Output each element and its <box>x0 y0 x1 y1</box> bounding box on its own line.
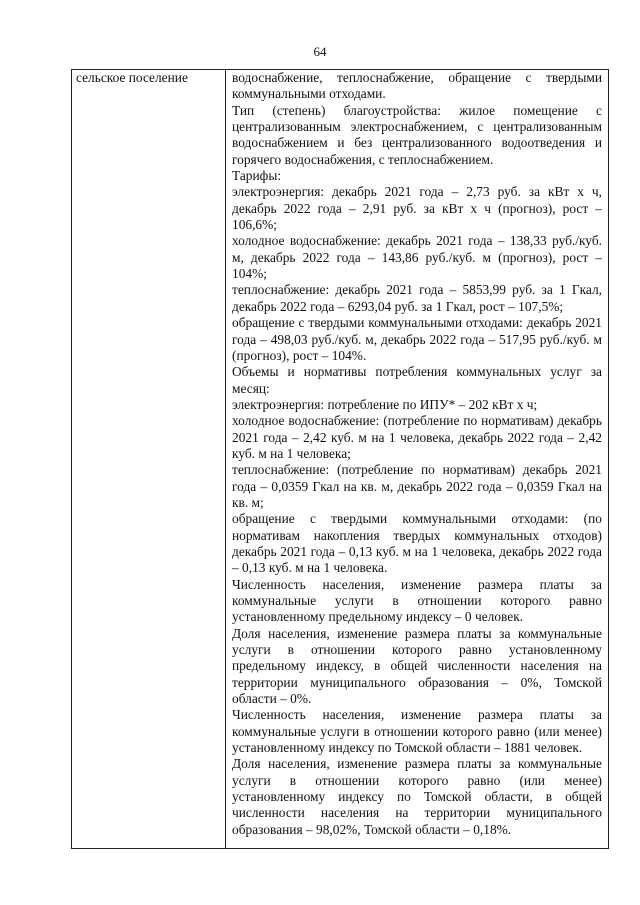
paragraph-tariff-electricity: электроэнергия: декабрь 2021 года – 2,73 руб. за кВт х ч, декабрь 2022 года – 2,91 руб. за кВт х ч (прогноз), рост – 106,6%; <box>232 184 602 233</box>
paragraph-population-regional-index: Численность населения, изменение размера платы за коммунальные услуги в отношении которого равно (или менее) установленному индексу по Томской области – 1881 человек. <box>232 707 602 756</box>
table-row <box>72 70 609 849</box>
paragraph-volume-cold-water: холодное водоснабжение: (потребление по нормативам) декабрь 2021 года – 2,42 куб. м на 1 человека, декабрь 2022 года – 2,42 куб. м на 1 человека; <box>232 413 602 461</box>
paragraph-volumes-heading: Объемы и нормативы потребления коммунальных услуг за месяц: <box>232 364 602 396</box>
paragraph-volume-electricity: электроэнергия: потребление по ИПУ* – 202 кВт х ч; <box>232 396 538 412</box>
paragraph-volume-heating: теплоснабжение: (потребление по нормативам) декабрь 2021 года – 0,0359 Гкал на кв. м, декабрь 2022 года – 0,0359 Гкал на кв. м; <box>232 462 602 510</box>
paragraph-share-regional-index: Доля населения, изменение размера платы за коммунальные услуги в отношении которого равно (или менее) установленному индексу по Томской области, в общей численности населения на территории муниципального образования – 98,02%, Томской области – 0,18%. <box>232 756 602 837</box>
paragraph-share-limit-index: Доля населения, изменение размера платы за коммунальные услуги в отношении которого равно установленному предельному индексу, в общей численности населения на территории муниципального образования – 0%, Томской области – 0%. <box>232 625 602 707</box>
paragraph-tariffs-heading: Тарифы: <box>232 168 282 184</box>
page-number: 64 <box>313 44 327 59</box>
content-cell <box>226 70 609 849</box>
document-table <box>71 69 609 849</box>
paragraph-volume-waste: обращение с твердыми коммунальными отходами: (по нормативам накопления твердых коммунальных отходов) декабрь 2021 года – 0,13 куб. м на 1 человека, декабрь 2022 года – 0,13 куб. м на 1 человека. <box>232 511 602 576</box>
paragraph-population-limit-index: Численность населения, изменение размера платы за коммунальные услуги в отношении которого равно установленному предельному индексу – 0 человек. <box>232 576 602 625</box>
paragraph-tariff-waste: обращение с твердыми коммунальными отходами: декабрь 2021 года – 498,03 руб./куб. м, декабрь 2022 года – 517,95 руб./куб. м (прогноз), рост – 104%. <box>232 315 602 363</box>
row-label-cell <box>72 70 226 849</box>
paragraph-tariff-cold-water: холодное водоснабжение: декабрь 2021 года – 138,33 руб./куб. м, декабрь 2022 года – 143,86 руб./куб. м (прогноз), рост – 104%; <box>232 233 602 282</box>
paragraph-services: водоснабжение, теплоснабжение, обращение с твердыми коммунальными отходами. <box>232 70 602 102</box>
row-label: сельское поселение <box>76 70 188 85</box>
paragraph-amenities: Тип (степень) благоустройства: жилое помещение с централизованным электроснабжением, с централизованным водоснабжением и без централизованного водоотведения и горячего водоснабжения, с теплоснабжением. <box>232 102 602 167</box>
paragraph-tariff-heating: теплоснабжение: декабрь 2021 года – 5853,99 руб. за 1 Гкал, декабрь 2022 года – 6293,04 руб. за 1 Гкал, рост – 107,5%; <box>232 282 602 314</box>
